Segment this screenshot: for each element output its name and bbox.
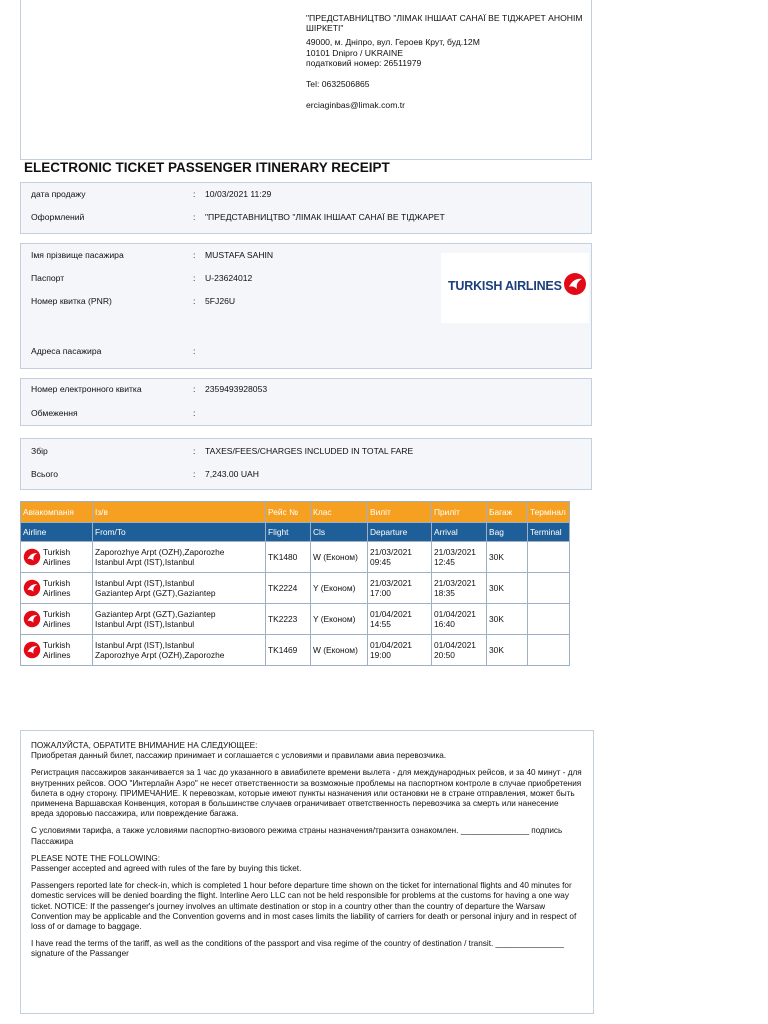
fare-class: Y (Економ) <box>311 573 368 604</box>
col-header-fromto: From/To <box>93 523 266 542</box>
col-header-terminal: Terminal <box>528 523 570 542</box>
table-row <box>21 573 570 604</box>
table-row <box>21 604 570 635</box>
baggage: 30K <box>487 604 528 635</box>
departure-date: 01/04/2021 <box>370 609 412 619</box>
passenger-panel: Імя прізвище пасажира : MUSTAFA SAHIN Паспорт : U-23624012 Номер квитка (PNR) : 5FJ26U Адреса пасажира : TURKISH AIRLINES <box>20 243 592 369</box>
col-header-fromto-local: Із/в <box>93 502 266 523</box>
table-row <box>21 635 570 666</box>
notice-text <box>31 741 583 967</box>
airline-logo-text: TURKISH AIRLINES <box>448 279 562 293</box>
col-header-airline-local: Авіакомпанія <box>21 502 93 523</box>
turkish-airlines-icon <box>23 610 41 628</box>
airline-name: Turkish Airlines <box>43 640 71 660</box>
route-from: Istanbul Arpt (IST),Istanbul <box>95 640 195 650</box>
arrival-date: 21/03/2021 <box>434 578 476 588</box>
route-to: Istanbul Arpt (IST),Istanbul <box>95 619 195 629</box>
passport-label: Паспорт <box>31 273 65 283</box>
airline-name: Turkish Airlines <box>43 609 71 629</box>
departure-time: 14:55 <box>370 619 391 629</box>
col-header-departure-local: Виліт <box>368 502 432 523</box>
pnr-label: Номер квитка (PNR) <box>31 296 112 306</box>
agency-email: erciaginbas@limak.com.tr <box>306 100 405 111</box>
route-from: Istanbul Arpt (IST),Istanbul <box>95 578 195 588</box>
turkish-airlines-icon <box>23 579 41 597</box>
notice-en-header: PLEASE NOTE THE FOLLOWING: Passenger accepted and agreed with rules of the fare by buying this ticket. <box>31 853 302 874</box>
restrictions-label: Обмеження <box>31 408 78 418</box>
page-title: ELECTRONIC TICKET PASSENGER ITINERARY RECEIPT <box>24 160 390 175</box>
departure-time: 19:00 <box>370 650 391 660</box>
fee-value: TAXES/FEES/CHARGES INCLUDED IN TOTAL FARE <box>205 446 414 456</box>
fare-class: W (Економ) <box>311 542 368 573</box>
turkish-airlines-logo-icon <box>563 272 587 296</box>
departure-date: 21/03/2021 <box>370 547 412 557</box>
route-to: Gaziantep Arpt (GZT),Gaziantep <box>95 588 216 598</box>
route-from: Zaporozhye Arpt (OZH),Zaporozhe <box>95 547 225 557</box>
baggage: 30K <box>487 542 528 573</box>
notice-ru-checkin: Регистрация пассажиров заканчивается за 1 час до указанного в авиабилете времени вылета - для международных рейсов, и за 40 минут - для внутренних рейсов. ООО "Интерлайн Аэро" не несет ответственности за возможные проблемы на паспортном контроле в случае приобретения билета в одну сторону. ПРИМЕЧАНИЕ. К перевозкам, которые имеют пункты назначения или остановки не в стране отправления, может быть применена Варшавская Конвенция, которая в большинстве случаев ограничивает ответственность перевозчика за смерть или нанесение вреда здоровью пассажира, или повреждение багажа. <box>31 768 582 819</box>
notice-en-signature: I have read the terms of the tariff, as well as the conditions of the passport and visa regime of the country of destination / transit. _______________ signature of the Passanger <box>31 939 564 959</box>
route-from: Gaziantep Arpt (GZT),Gaziantep <box>95 609 216 619</box>
terminal <box>528 542 570 573</box>
airline-name: Turkish Airlines <box>43 578 71 598</box>
col-header-bag-local: Багаж <box>487 502 528 523</box>
table-row <box>21 542 570 573</box>
issued-by-value: "ПРЕДСТАВНИЦТВО "ЛІМАК ІНШААТ САНАЇ ВЕ ТІДЖАРЕТ <box>205 212 445 222</box>
terminal <box>528 635 570 666</box>
departure-date: 21/03/2021 <box>370 578 412 588</box>
airline-logo <box>441 253 589 323</box>
fare-class: Y (Економ) <box>311 604 368 635</box>
flight-number: TK2224 <box>266 573 311 604</box>
total-value: 7,243.00 UAH <box>205 469 259 479</box>
notice-box <box>20 730 594 1014</box>
terminal <box>528 604 570 635</box>
notice-ru-signature: С условиями тарифа, а также условиями паспортно-визового режима страны назначения/транзита ознакомлен. _______________ подпись Пассажира <box>31 826 563 846</box>
flight-number: TK2223 <box>266 604 311 635</box>
departure-time: 09:45 <box>370 557 391 567</box>
turkish-airlines-icon <box>23 548 41 566</box>
turkish-airlines-icon <box>23 641 41 659</box>
col-header-bag: Bag <box>487 523 528 542</box>
notice-en-checkin: Passengers reported late for check-in, which is completed 1 hour before departure time shown on the ticket for international flights and 40 minutes for domestic services will be denied boarding the flight. Interline Aero LLC can not be held responsible for problems at the customs for having a one way ticket. NOTICE: If the passenger's journey involves an ultimate destination or stop in a country other than the country of departure the Warsaw Convention may be applicable and the Convention governs and in most cases limits the liability of carriers for death or personal injury and in respect of loss of or damage to baggage. <box>31 881 577 932</box>
sale-date-label: дата продажу <box>31 189 86 199</box>
agency-header-box <box>20 0 592 160</box>
route-to: Istanbul Arpt (IST),Istanbul <box>95 557 195 567</box>
departure-date: 01/04/2021 <box>370 640 412 650</box>
eticket-number-label: Номер електронного квитка <box>31 384 142 394</box>
col-header-arrival-local: Приліт <box>432 502 487 523</box>
baggage: 30K <box>487 635 528 666</box>
pnr-value: 5FJ26U <box>205 296 236 306</box>
agency-address: 49000, м. Дніпро, вул. Героев Крут, буд.12М 10101 Dnipro / UKRAINE податковий номер: 26511979 <box>306 37 480 68</box>
table-header-local <box>21 502 570 523</box>
sale-date-value: 10/03/2021 11:29 <box>205 189 272 199</box>
col-header-class: Cls <box>311 523 368 542</box>
agency-phone: Tel: 0632506865 <box>306 79 370 90</box>
airline-name: Turkish Airlines <box>43 547 71 567</box>
col-header-flight-local: Рейс № <box>266 502 311 523</box>
arrival-date: 21/03/2021 <box>434 547 476 557</box>
arrival-date: 01/04/2021 <box>434 640 476 650</box>
departure-time: 17:00 <box>370 588 391 598</box>
col-header-airline: Airline <box>21 523 93 542</box>
ticket-panel: Номер електронного квитка : 2359493928053 Обмеження : <box>20 378 592 426</box>
passenger-name-value: MUSTAFA SAHIN <box>205 250 274 260</box>
fare-class: W (Економ) <box>311 635 368 666</box>
flight-number: TK1480 <box>266 542 311 573</box>
eticket-number-value: 2359493928053 <box>205 384 268 394</box>
issued-by-label: Оформлений <box>31 212 85 222</box>
baggage: 30K <box>487 573 528 604</box>
col-header-terminal-local: Термінал <box>528 502 570 523</box>
col-header-arrival: Arrival <box>432 523 487 542</box>
passport-value: U-23624012 <box>205 273 253 283</box>
route-to: Zaporozhye Arpt (OZH),Zaporozhe <box>95 650 225 660</box>
arrival-time: 18:35 <box>434 588 455 598</box>
fare-panel: Збір : TAXES/FEES/CHARGES INCLUDED IN TOTAL FARE Всього : 7,243.00 UAH <box>20 438 592 490</box>
notice-ru-header: ПОЖАЛУЙСТА, ОБРАТИТЕ ВНИМАНИЕ НА СЛЕДУЮЩЕЕ: Приобретая данный билет, пассажир принимает и соглашается с условиями и правилами авиа перевозчика. <box>31 741 447 761</box>
agency-info <box>306 13 586 110</box>
arrival-time: 12:45 <box>434 557 455 567</box>
arrival-time: 20:50 <box>434 650 455 660</box>
terminal <box>528 573 570 604</box>
arrival-date: 01/04/2021 <box>434 609 476 619</box>
fee-label: Збір <box>31 446 48 456</box>
total-label: Всього <box>31 469 59 479</box>
flight-table <box>20 501 570 666</box>
sale-info-panel: дата продажу : 10/03/2021 11:29 Оформлений : "ПРЕДСТАВНИЦТВО "ЛІМАК ІНШААТ САНАЇ ВЕ ТІДЖАРЕТ <box>20 182 592 234</box>
flight-number: TK1469 <box>266 635 311 666</box>
table-header-en <box>21 523 570 542</box>
arrival-time: 16:40 <box>434 619 455 629</box>
passenger-address-label: Адреса пасажира <box>31 346 102 356</box>
col-header-departure: Departure <box>368 523 432 542</box>
passenger-name-label: Імя прізвище пасажира <box>31 250 124 260</box>
agency-name: "ПРЕДСТАВНИЦТВО "ЛІМАК ІНШААТ САНАЇ ВЕ ТІДЖАРЕТ АНОНІМ ШІРКЕТІ" <box>306 13 583 34</box>
col-header-class-local: Клас <box>311 502 368 523</box>
col-header-flight: Flight <box>266 523 311 542</box>
